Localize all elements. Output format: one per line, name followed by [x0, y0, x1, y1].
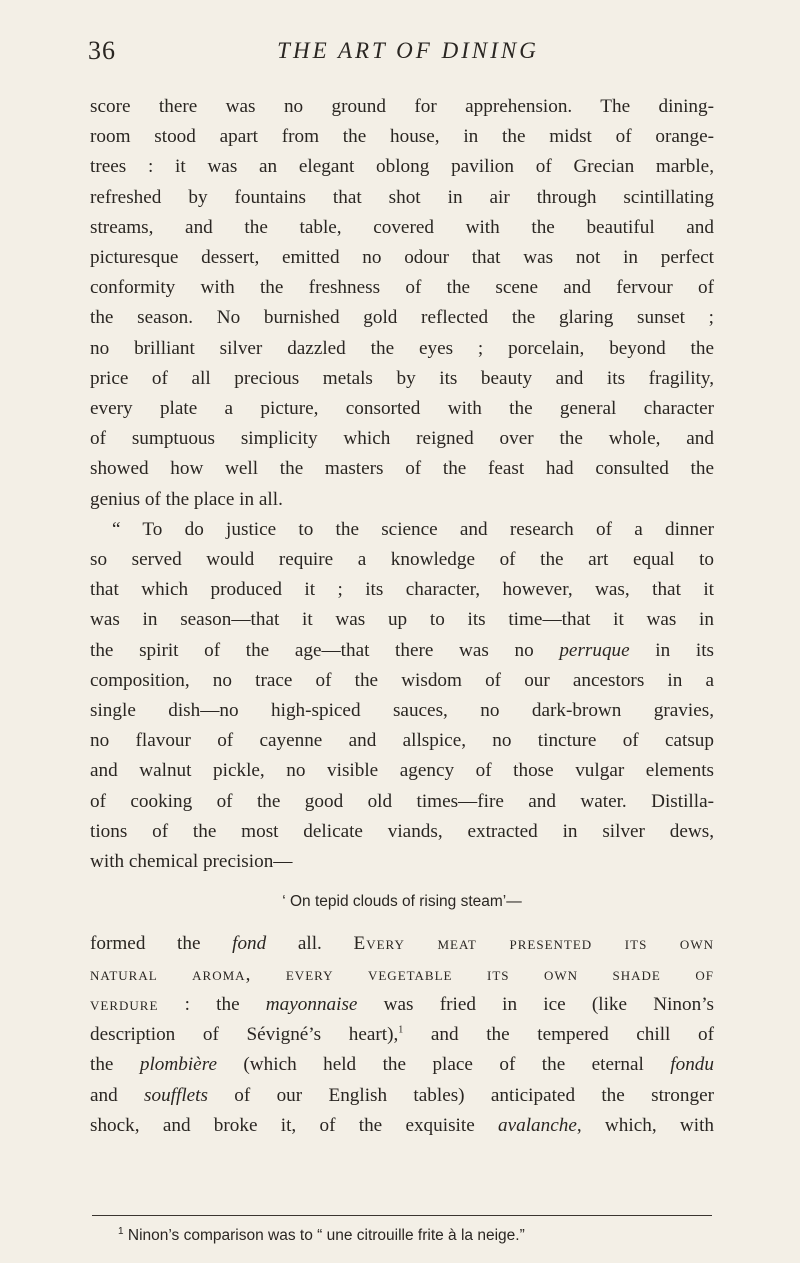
page-number: 36 [88, 36, 116, 65]
text-line [90, 636, 714, 666]
text-line: natural aroma, every vegetable its own shade of [90, 963, 714, 985]
paragraph-1 [90, 92, 714, 515]
small-caps-run: verdure [90, 993, 159, 1015]
text-line: score there was no ground for apprehension. The dining- [90, 96, 714, 117]
text-run: and the tempered chill of [403, 1024, 714, 1046]
footnote-marker: 1 [398, 1024, 404, 1036]
text-line: trees : it was an elegant oblong pavilion of Grecian marble, [90, 156, 714, 178]
italic-term: soufflets [144, 1084, 208, 1106]
italic-term: avalanche [498, 1114, 577, 1136]
text-line: “ To do justice to the science and research of a dinner [112, 518, 714, 540]
text-line: price of all precious metals by its beauty and its fragility, [90, 367, 714, 389]
footnote [118, 1227, 718, 1245]
text-line: that which produced it ; its character, however, was, that it [90, 579, 714, 601]
text-run: and [90, 1084, 145, 1106]
text-line: composition, no trace of the wisdom of our ancestors in a [90, 669, 714, 691]
text-line: the season. No burnished gold reflected the glaring sunset ; [90, 307, 714, 329]
text-line: genius of the place in all. [90, 488, 283, 510]
text-line [90, 1111, 714, 1141]
running-title: THE ART OF DINING [277, 38, 539, 63]
page-header [88, 36, 728, 68]
italic-term: fond [232, 933, 267, 955]
text-run: was fried in ice (like Ninon’s [357, 993, 714, 1015]
text-run: shock, and broke it, of the exquisite [90, 1114, 498, 1136]
small-caps-run: Every meat presented its own [353, 933, 714, 955]
text-line [90, 1020, 714, 1050]
text-line: with chemical precision— [90, 851, 293, 873]
italic-term: fondu [670, 1054, 714, 1076]
footnote-text: Ninon’s comparison was to “ une citrouille frite à la neige.” [123, 1227, 525, 1244]
text-line: streams, and the table, covered with the beautiful and [90, 216, 714, 238]
paragraph-3 [90, 929, 714, 1140]
text-line [90, 990, 714, 1020]
text-line: room stood apart from the house, in the midst of orange- [90, 126, 714, 148]
text-line [90, 929, 714, 959]
text-run: description of Sévigné’s heart), [90, 1024, 399, 1046]
text-run: in its [629, 639, 714, 661]
footnote-divider [92, 1215, 712, 1216]
text-run: the spirit of the age—that there was no [90, 639, 560, 661]
text-line: of sumptuous simplicity which reigned over the whole, and [90, 428, 714, 450]
text-line: showed how well the masters of the feast had consulted the [90, 458, 714, 480]
footnote-mark: 1 [118, 1225, 124, 1237]
text-line: and walnut pickle, no visible agency of those vulgar elements [90, 760, 714, 782]
text-run: all. [266, 933, 354, 955]
text-run: formed the [90, 933, 233, 955]
text-run: (which held the place of the eternal [216, 1054, 671, 1076]
text-line: of cooking of the good old times—fire and water. Distilla- [90, 790, 714, 812]
text-line: single dish—no high-spiced sauces, no dark-brown gravies, [90, 700, 714, 722]
text-line [90, 1081, 714, 1111]
text-line: conformity with the freshness of the scene and fervour of [90, 277, 714, 299]
text-line: no brilliant silver dazzled the eyes ; porcelain, beyond the [90, 337, 714, 359]
text-run: of our English tables) anticipated the stronger [207, 1084, 714, 1106]
body-text [90, 92, 714, 1141]
text-run: the [90, 1054, 140, 1076]
text-line: every plate a picture, consorted with the general character [90, 398, 714, 420]
text-line: tions of the most delicate viands, extracted in silver dews, [90, 820, 714, 842]
text-line: refreshed by fountains that shot in air through scintillating [90, 186, 714, 208]
text-line: picturesque dessert, emitted no odour that was not in perfect [90, 247, 714, 269]
text-line [90, 1050, 714, 1080]
text-run: , which, with [576, 1114, 714, 1136]
italic-term: plombière [139, 1054, 217, 1076]
block-quote: ‘ On tepid clouds of rising steam’— [282, 893, 522, 911]
italic-term: mayonnaise [265, 993, 358, 1015]
text-run: : the [158, 993, 266, 1015]
text-line: no flavour of cayenne and allspice, no tincture of catsup [90, 730, 714, 752]
paragraph-2 [90, 515, 714, 877]
text-line: was in season—that it was up to its time—that it was in [90, 609, 714, 631]
text-line: so served would require a knowledge of the art equal to [90, 549, 714, 571]
italic-term: perruque [559, 639, 630, 661]
